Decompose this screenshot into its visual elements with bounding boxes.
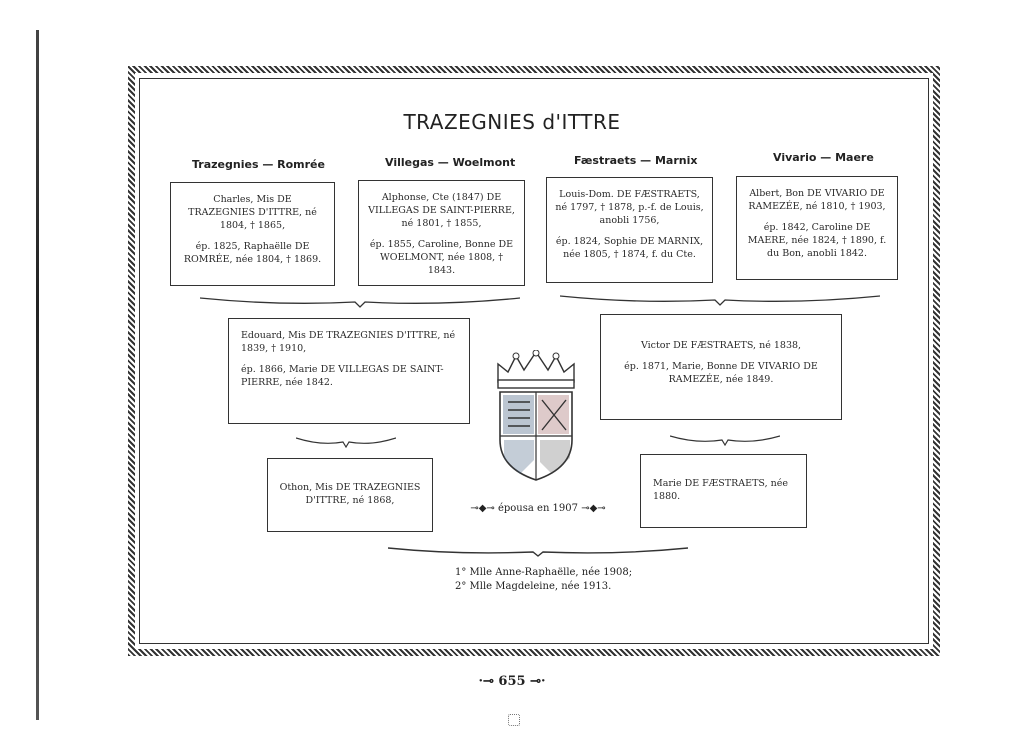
- couple-text-husband: Victor DE FÆSTRAETS, né 1838,: [640, 340, 802, 351]
- page-title: TRAZEGNIES d'ITTRE: [403, 110, 621, 134]
- person-box-marie: [640, 454, 807, 528]
- brace-connector: [388, 545, 688, 557]
- header-vivario-maere: Vivario — Maere: [773, 151, 874, 164]
- couple-text-husband: Louis-Dom. DE FÆSTRAETS, né 1797, † 1878, p.-f. de Louis, anobli 1756,: [555, 189, 704, 226]
- couple-box-faestraets-marnix: [546, 177, 713, 283]
- couple-text-wife: ép. 1855, Caroline, Bonne DE WOELMONT, née 1808, † 1843.: [369, 239, 514, 276]
- child-item: 2° Mlle Magdeleine, née 1913.: [455, 581, 612, 592]
- couple-text-wife: ép. 1866, Marie DE VILLEGAS DE SAINT-PIERRE, née 1842.: [241, 364, 444, 388]
- couple-box-villegas-woelmont: [358, 180, 525, 286]
- couple-text-husband: Charles, Mis DE TRAZEGNIES D'ITTRE, né 1804, † 1865,: [188, 194, 317, 231]
- person-text: Othon, Mis DE TRAZEGNIES D'ITTRE, né 1868,: [279, 482, 421, 506]
- page-number-text: 655: [498, 674, 526, 689]
- scan-mark: [508, 714, 520, 726]
- couple-text-wife: ép. 1825, Raphaëlle DE ROMRÉE, née 1804, † 1869.: [183, 241, 322, 265]
- coat-of-arms-icon: [490, 350, 582, 482]
- child-item: 1° Mlle Anne-Raphaëlle, née 1908;: [455, 567, 633, 578]
- ornament-icon: ·⊸: [478, 674, 499, 689]
- couple-text-husband: Edouard, Mis DE TRAZEGNIES D'ITTRE, né 1839, † 1910,: [241, 330, 456, 354]
- ornament-icon: ⊸◆⊸: [470, 503, 495, 514]
- couple-box-victor: [600, 314, 842, 420]
- couple-text-husband: Albert, Bon DE VIVARIO DE RAMEZÉE, né 1810, † 1903,: [748, 188, 886, 212]
- page-number: [0, 674, 1024, 689]
- couple-text-wife: ép. 1824, Sophie DE MARNIX, née 1805, † 1874, f. du Cte.: [555, 236, 704, 260]
- ornament-icon: ⊸◆⊸: [581, 503, 606, 514]
- person-box-othon: [267, 458, 433, 532]
- couple-text-wife: ép. 1871, Marie, Bonne DE VIVARIO DE RAMEZÉE, née 1849.: [624, 361, 818, 385]
- couple-box-vivario-maere: [736, 176, 898, 280]
- brace-connector: [296, 436, 396, 448]
- header-villegas-woelmont: Villegas — Woelmont: [385, 156, 516, 169]
- brace-connector: [670, 434, 780, 446]
- header-trazegnies-romree: Trazegnies — Romrée: [192, 158, 325, 171]
- brace-connector: [200, 296, 520, 308]
- brace-connector: [560, 294, 880, 306]
- couple-box-edouard: [228, 318, 470, 424]
- person-text: Marie DE FÆSTRAETS, née 1880.: [653, 478, 788, 502]
- couple-text-husband: Alphonse, Cte (1847) DE VILLEGAS DE SAINT-PIERRE, né 1801, † 1855,: [368, 192, 515, 229]
- children-list: [455, 566, 632, 594]
- couple-box-trazegnies-romree: [170, 182, 335, 286]
- couple-text-wife: ép. 1842, Caroline DE MAERE, née 1824, † 1890, f. du Bon, anobli 1842.: [747, 222, 887, 259]
- married-text-row: [468, 503, 608, 514]
- header-faestraets-marnix: Fæstraets — Marnix: [574, 154, 698, 167]
- married-text: épousa en 1907: [497, 503, 579, 514]
- ornament-icon: ⊸·: [525, 674, 546, 689]
